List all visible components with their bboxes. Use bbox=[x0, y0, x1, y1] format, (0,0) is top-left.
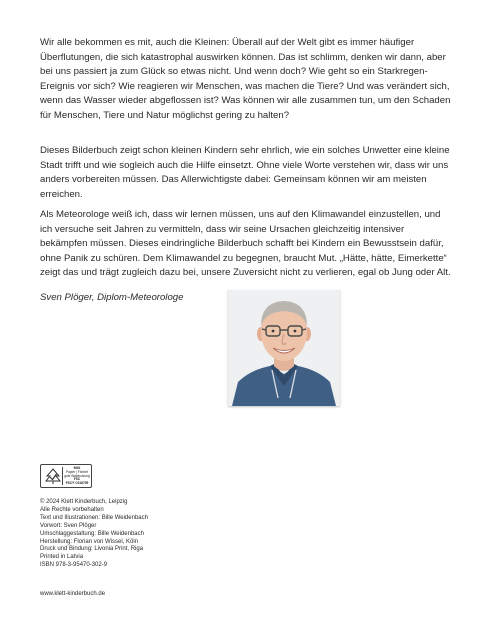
fsc-tree-icon bbox=[44, 467, 63, 485]
imprint-cover-design: Umschlaggestaltung: Bille Weidenbach bbox=[40, 530, 144, 537]
author-portrait bbox=[228, 290, 340, 406]
fsc-certification-label bbox=[40, 464, 92, 488]
imprint-text-illustrations: Text und Illustrationen: Bille Weidenbach bbox=[40, 514, 148, 521]
foreword-paragraph-2: Dieses Bilderbuch zeigt schon kleinen Kindern sehr ehrlich, wie ein solches Unwetter eine kleine Stadt trifft und wie sogleich auch die Hilfe einsetzt. Ohne viele Worte verstehen wir, dass wir uns anders vorbereiten müssen. Das Allerwichtigste dabei: Gemeinsam können wir am meisten erreichen. bbox=[40, 145, 450, 200]
imprint-isbn: ISBN 978-3-95470-302-9 bbox=[40, 562, 108, 569]
fsc-name: FSC bbox=[73, 477, 81, 482]
foreword-paragraph-3: Als Meteorologe weiß ich, dass wir lernen müssen, uns auf den Klimawandel einzustellen, und ich versuche seit Jahren zu vermitteln, dass wir seine Ursachen gleichzeitig intensiver bekämpfen müssen. Dieses eindringliche Bilderbuch schafft bei Kindern ein Bewusstsein dafür, ohne Panik zu schüren. Dem Klimawandel zu begegnen, braucht Mut. „Hätte, hätte, Eimerkette“ zeigt das und trägt zugleich dazu bei, unsere Zuversicht nicht zu verlieren, egal ob Jung oder Alt. bbox=[40, 209, 451, 278]
fsc-code: FSC® C018795 bbox=[65, 481, 89, 486]
foreword-paragraph-1: Wir alle bekommen es mit, auch die Kleinen: Überall auf der Welt gibt es immer häufiger Überflutungen, die sich katastrophal auswirken können. Das ist schlimm, denken wir dann, aber bei uns passiert ja zum Glück so etwas nicht. Und wenn doch? Wie geht so ein Starkregen-Ereignis vor sich? Wie reagieren wir Menschen, was machen die Tiere? Und was verändert sich, wenn das Wasser wieder abgeflossen ist? Was können wir alle zusammen tun, um den Schaden für Menschen, Tiere und Natur möglichst gering zu halten? bbox=[40, 37, 451, 121]
publisher-website: www.klett-kinderbuch.de bbox=[40, 591, 106, 597]
author-signature: Sven Plöger, Diplom-Meteorologe bbox=[40, 292, 184, 303]
imprint-country: Printed in Latvia bbox=[40, 554, 84, 561]
imprint-copyright: © 2024 Klett Kinderbuch, Leipzig bbox=[40, 499, 128, 505]
fsc-label-text bbox=[63, 467, 91, 486]
imprint-production: Herstellung: Florian von Wissel, Köln bbox=[40, 538, 139, 545]
imprint-foreword: Vorwort: Sven Plöger bbox=[40, 522, 97, 529]
fsc-mix: MIX bbox=[73, 466, 81, 470]
fsc-line-2: gute Waldnutzung bbox=[64, 473, 90, 478]
imprint bbox=[40, 499, 148, 570]
imprint-rights: Alle Rechte vorbehalten bbox=[40, 506, 104, 513]
imprint-printing: Druck und Bindung: Livonia Print, Riga bbox=[40, 546, 144, 553]
fsc-line-1: Papier | Fördert bbox=[65, 469, 89, 474]
